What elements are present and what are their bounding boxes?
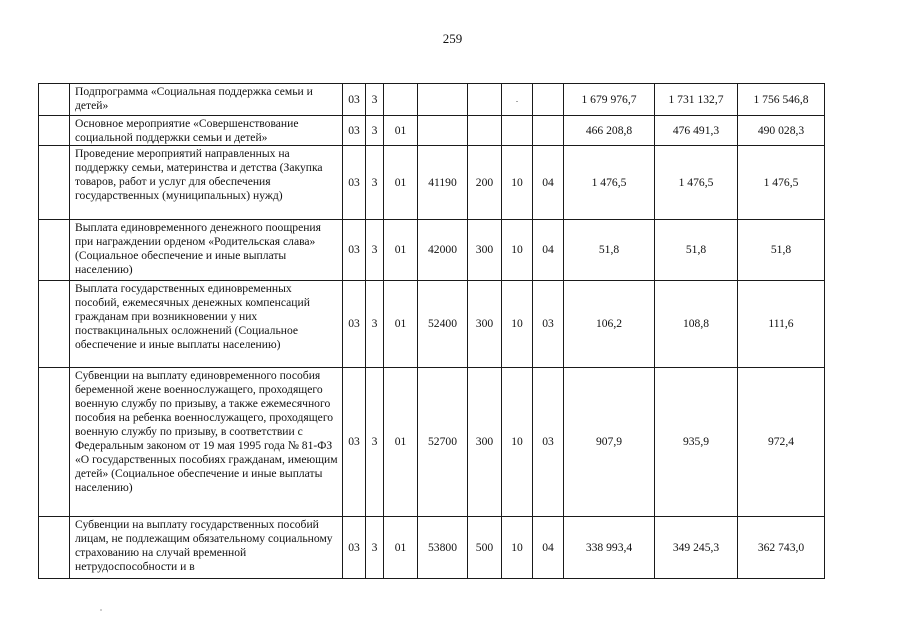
description-cell: Подпрограмма «Социальная поддержка семьи и детей» bbox=[70, 84, 343, 116]
code-cell bbox=[533, 116, 564, 146]
amount-cell: 1 476,5 bbox=[564, 146, 655, 220]
table-row bbox=[39, 220, 825, 281]
code-cell: 10 bbox=[502, 220, 533, 281]
description-cell: Выплата единовременного денежного поощрения при награждении орденом «Родительская слава» (Социальное обеспечение и иные выплаты населению) bbox=[70, 220, 343, 281]
code-cell: 300 bbox=[468, 220, 502, 281]
amount-cell: 111,6 bbox=[738, 281, 825, 368]
amount-cell: 935,9 bbox=[655, 368, 738, 517]
code-cell: 3 bbox=[366, 146, 384, 220]
description-cell: Субвенции на выплату государственных пособий лицам, не подлежащим обязательному социальному страхованию на случай временной нетрудоспособности и в bbox=[70, 517, 343, 579]
table-row bbox=[39, 84, 825, 116]
code-cell: 200 bbox=[468, 146, 502, 220]
code-cell: 53800 bbox=[418, 517, 468, 579]
code-cell bbox=[384, 84, 418, 116]
scan-speck bbox=[100, 609, 102, 611]
code-cell: 01 bbox=[384, 517, 418, 579]
code-cell: 03 bbox=[343, 281, 366, 368]
code-cell: 42000 bbox=[418, 220, 468, 281]
amount-cell: 466 208,8 bbox=[564, 116, 655, 146]
amount-cell: 338 993,4 bbox=[564, 517, 655, 579]
amount-cell: 1 476,5 bbox=[655, 146, 738, 220]
code-cell: 300 bbox=[468, 368, 502, 517]
code-cell: 3 bbox=[366, 220, 384, 281]
amount-cell: 1 476,5 bbox=[738, 146, 825, 220]
code-cell: 04 bbox=[533, 220, 564, 281]
table-row bbox=[39, 281, 825, 368]
row-marker-cell bbox=[39, 368, 70, 517]
code-cell: 03 bbox=[343, 116, 366, 146]
code-cell: 01 bbox=[384, 281, 418, 368]
amount-cell: 907,9 bbox=[564, 368, 655, 517]
table-row bbox=[39, 517, 825, 579]
code-cell: 3 bbox=[366, 84, 384, 116]
code-cell: 3 bbox=[366, 116, 384, 146]
code-cell: 03 bbox=[343, 220, 366, 281]
code-cell: 52400 bbox=[418, 281, 468, 368]
code-cell: . bbox=[502, 84, 533, 116]
code-cell: 10 bbox=[502, 517, 533, 579]
budget-table bbox=[38, 83, 825, 579]
code-cell: 3 bbox=[366, 517, 384, 579]
code-cell bbox=[502, 116, 533, 146]
description-cell: Основное мероприятие «Совершенствование социальной поддержки семьи и детей» bbox=[70, 116, 343, 146]
page-number: 259 bbox=[442, 31, 463, 46]
code-cell: 03 bbox=[343, 368, 366, 517]
amount-cell: 476 491,3 bbox=[655, 116, 738, 146]
code-cell bbox=[418, 116, 468, 146]
code-cell: 10 bbox=[502, 368, 533, 517]
row-marker-cell bbox=[39, 220, 70, 281]
amount-cell: 1 756 546,8 bbox=[738, 84, 825, 116]
table-row bbox=[39, 368, 825, 517]
amount-cell: 1 679 976,7 bbox=[564, 84, 655, 116]
code-cell: 3 bbox=[366, 281, 384, 368]
amount-cell: 106,2 bbox=[564, 281, 655, 368]
code-cell bbox=[468, 116, 502, 146]
code-cell: 3 bbox=[366, 368, 384, 517]
code-cell: 03 bbox=[343, 146, 366, 220]
row-marker-cell bbox=[39, 146, 70, 220]
code-cell: 500 bbox=[468, 517, 502, 579]
code-cell: 52700 bbox=[418, 368, 468, 517]
code-cell: 03 bbox=[343, 84, 366, 116]
row-marker-cell bbox=[39, 116, 70, 146]
row-marker-cell bbox=[39, 84, 70, 116]
description-cell: Субвенции на выплату единовременного пособия беременной жене военнослужащего, проходящего военную службу по призыву, а также ежемесячного пособия на ребенка военнослужащего, проходящего военную службу по призыву, в соответствии с Федеральным законом от 19 мая 1995 года № 81-ФЗ «О государственных пособиях гражданам, имеющим детей» (Социальное обеспечение и иные выплаты населению) bbox=[70, 368, 343, 517]
code-cell: 01 bbox=[384, 116, 418, 146]
amount-cell: 349 245,3 bbox=[655, 517, 738, 579]
code-cell: 01 bbox=[384, 146, 418, 220]
code-cell: 01 bbox=[384, 368, 418, 517]
code-cell: 03 bbox=[343, 517, 366, 579]
code-cell: 01 bbox=[384, 220, 418, 281]
row-marker-cell bbox=[39, 281, 70, 368]
code-cell: 04 bbox=[533, 146, 564, 220]
amount-cell: 362 743,0 bbox=[738, 517, 825, 579]
code-cell: 04 bbox=[533, 517, 564, 579]
code-cell bbox=[533, 84, 564, 116]
amount-cell: 51,8 bbox=[738, 220, 825, 281]
code-cell: 10 bbox=[502, 281, 533, 368]
description-cell: Проведение мероприятий направленных на поддержку семьи, материнства и детства (Закупка товаров, работ и услуг для обеспечения государственных (муниципальных) нужд) bbox=[70, 146, 343, 220]
code-cell: 10 bbox=[502, 146, 533, 220]
code-cell: 03 bbox=[533, 368, 564, 517]
code-cell bbox=[418, 84, 468, 116]
table-row bbox=[39, 116, 825, 146]
amount-cell: 1 731 132,7 bbox=[655, 84, 738, 116]
row-marker-cell bbox=[39, 517, 70, 579]
amount-cell: 51,8 bbox=[655, 220, 738, 281]
amount-cell: 51,8 bbox=[564, 220, 655, 281]
amount-cell: 972,4 bbox=[738, 368, 825, 517]
table-row bbox=[39, 146, 825, 220]
code-cell bbox=[468, 84, 502, 116]
code-cell: 300 bbox=[468, 281, 502, 368]
amount-cell: 490 028,3 bbox=[738, 116, 825, 146]
code-cell: 41190 bbox=[418, 146, 468, 220]
amount-cell: 108,8 bbox=[655, 281, 738, 368]
code-cell: 03 bbox=[533, 281, 564, 368]
description-cell: Выплата государственных единовременных пособий, ежемесячных денежных компенсаций гражданам при возникновении у них поствакцинальных осложнений (Социальное обеспечение и иные выплаты населению) bbox=[70, 281, 343, 368]
